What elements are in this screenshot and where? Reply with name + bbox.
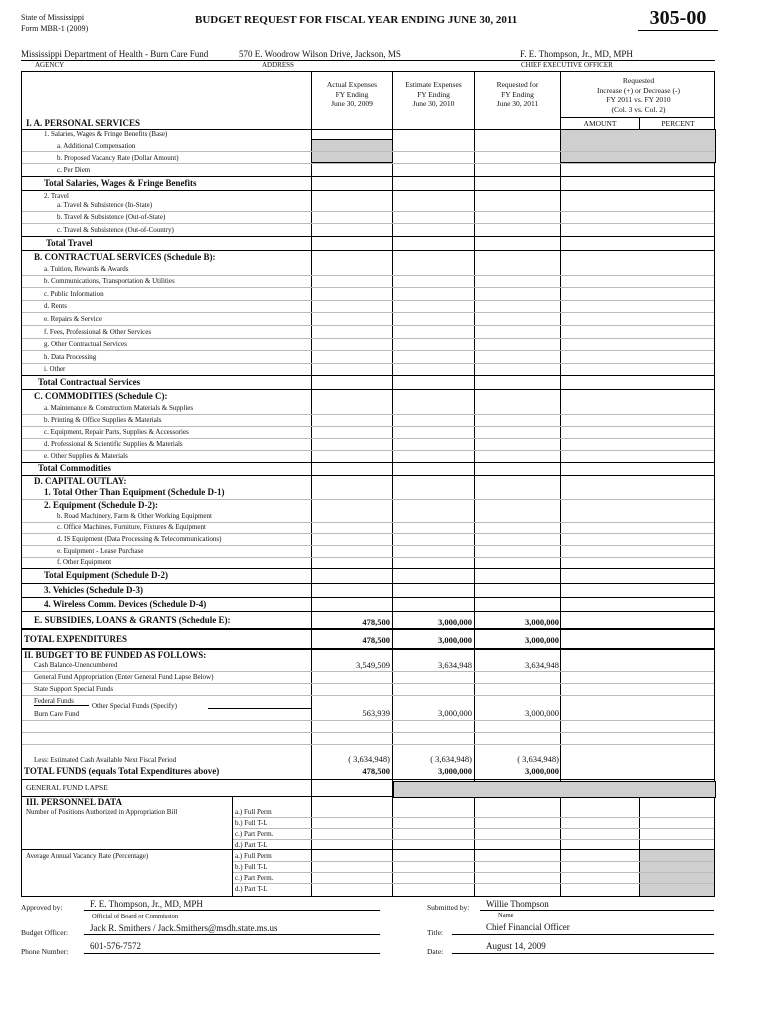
row-rule [22, 545, 714, 546]
agency-address: 570 E. Woodrow Wilson Drive, Jackson, MS [239, 49, 401, 59]
gf-lapse: GENERAL FUND LAPSE [26, 783, 108, 792]
col-change: Requested Increase (+) or Decrease (-) FY 2011 vs. FY 2010 (Col. 3 vs. Col. 2) [597, 76, 680, 114]
row-rule [232, 872, 714, 873]
row-rule [22, 163, 714, 164]
state-label: State of Mississippi [21, 13, 85, 22]
line-travel-in-state: a. Travel & Subsistence (In-State) [57, 201, 153, 209]
line-travel-out-country: c. Travel & Subsistence (Out-of-Country) [57, 226, 174, 234]
line-equipment: 2. Equipment (Schedule D-2): [44, 500, 159, 510]
name-caption: Name [498, 912, 514, 919]
address-caption: ADDRESS [262, 61, 294, 69]
line-positions: Number of Positions Authorized in Appropriation Bill [26, 808, 178, 816]
date-label: Date: [427, 947, 444, 956]
line-burn-care: Burn Care Fund [34, 710, 80, 718]
row-rule [22, 223, 714, 224]
line-travel-out-state: b. Travel & Subsistence (Out-of-State) [57, 213, 166, 221]
row-rule [22, 462, 714, 463]
positions-part-perm: c.) Part Perm. [235, 830, 274, 838]
row-rule [22, 151, 714, 152]
submitted-by-line [480, 910, 714, 911]
shaded-cell [639, 849, 715, 897]
col-amount: AMOUNT [583, 119, 617, 128]
line-state-support: State Support Special Funds [34, 685, 114, 693]
approved-by-label: Approved by: [21, 903, 63, 912]
subsidies-actual: 478,500 [362, 617, 390, 627]
date-value[interactable]: August 14, 2009 [486, 941, 546, 951]
budget-officer-value[interactable]: Jack R. Smithers / Jack.Smithers@msdh.state.ms.us [90, 923, 278, 933]
row-rule [22, 450, 714, 451]
row-rule [22, 414, 714, 415]
subsidies-heading: E. SUBSIDIES, LOANS & GRANTS (Schedule E): [34, 615, 231, 625]
shaded-cell [393, 781, 716, 798]
total-exp-estimate: 3,000,000 [438, 635, 472, 645]
contractual-heading: B. CONTRACTUAL SERVICES (Schedule B): [34, 252, 216, 262]
row-rule [232, 861, 714, 862]
capital-heading: D. CAPITAL OUTLAY: [34, 476, 127, 486]
line-public-info: c. Public Information [44, 290, 104, 298]
col-requested: Requested for FY Ending June 30, 2011 [496, 80, 539, 108]
col-divider [392, 797, 393, 896]
col-divider [560, 72, 561, 796]
total-funds-requested: 3,000,000 [525, 766, 559, 776]
total-commodities: Total Commodities [38, 463, 111, 473]
line-other-supplies: e. Other Supplies & Materials [44, 452, 128, 460]
col-divider [392, 72, 393, 796]
ceo-caption: CHIEF EXECUTIVE OFFICER [521, 61, 613, 69]
row-rule [22, 325, 714, 326]
row-rule [22, 300, 714, 301]
less-cash-estimate: ( 3,634,948) [430, 754, 472, 764]
line-printing: b. Printing & Office Supplies & Materials [44, 416, 162, 424]
line-per-diem: c. Per Diem [57, 166, 91, 174]
form-label: Form MBR-1 (2009) [21, 24, 89, 33]
col-divider [560, 797, 561, 896]
total-equipment: Total Equipment (Schedule D-2) [44, 570, 168, 580]
line-other-than-equipment: 1. Total Other Than Equipment (Schedule D-1) [44, 487, 225, 497]
total-funds: TOTAL FUNDS (equals Total Expenditures above) [24, 766, 220, 776]
line-additional-compensation: a. Additional Compensation [57, 142, 136, 150]
total-expenditures: TOTAL EXPENDITURES [24, 634, 127, 644]
row-rule [22, 389, 714, 390]
row-rule [22, 732, 714, 733]
title-label: Title: [427, 928, 443, 937]
budget-table [21, 71, 715, 797]
row-rule [232, 883, 714, 884]
submitted-by-value[interactable]: Willie Thompson [486, 899, 549, 909]
row-rule [22, 250, 714, 251]
approved-by-value[interactable]: F. E. Thompson, Jr., MD, MPH [90, 899, 203, 909]
row-rule [22, 338, 714, 339]
vacancy-full-tl: b.) Full T-L [235, 863, 268, 871]
cash-requested: 3,634,948 [525, 660, 559, 670]
positions-part-tl: d.) Part T-L [235, 841, 268, 849]
row-rule [22, 557, 714, 558]
subsidies-estimate: 3,000,000 [438, 617, 472, 627]
budget-officer-line [84, 934, 380, 935]
row-rule [22, 426, 714, 427]
row-rule [22, 628, 714, 630]
row-rule [22, 363, 714, 364]
row-rule [22, 236, 714, 237]
row-rule [22, 275, 714, 276]
burn-care-actual: 563,939 [362, 708, 390, 718]
line-repairs: e. Repairs & Service [44, 315, 102, 323]
total-funds-actual: 478,500 [362, 766, 390, 776]
positions-full-tl: b.) Full T-L [235, 819, 268, 827]
vacancy-part-perm: c.) Part Perm. [235, 874, 274, 882]
row-rule [22, 720, 714, 721]
budget-officer-label: Budget Officer: [21, 928, 69, 937]
personnel-heading: III. PERSONNEL DATA [26, 797, 122, 807]
line-gf-appropriation: General Fund Appropriation (Enter General Fund Lapse Below) [34, 673, 214, 681]
line-wireless: 4. Wireless Comm. Devices (Schedule D-4) [44, 599, 207, 609]
total-contractual: Total Contractual Services [38, 377, 141, 387]
date-line [452, 953, 714, 954]
total-funds-estimate: 3,000,000 [438, 766, 472, 776]
burn-care-requested: 3,000,000 [525, 708, 559, 718]
specify-line [34, 705, 89, 706]
row-rule [22, 779, 714, 780]
line-avg-vacancy: Average Annual Vacancy Rate (Percentage) [26, 852, 149, 860]
personal-services-heading: I. A. PERSONAL SERVICES [26, 118, 140, 128]
row-rule [22, 312, 714, 313]
line-rents: d. Rents [44, 302, 67, 310]
col-actual: Actual Expenses FY Ending June 30, 2009 [326, 80, 378, 108]
total-exp-requested: 3,000,000 [525, 635, 559, 645]
line-other-special: Other Special Funds (Specify) [92, 702, 177, 710]
row-rule [22, 597, 714, 598]
phone-value[interactable]: 601-576-7572 [90, 941, 141, 951]
line-vehicles: 3. Vehicles (Schedule D-3) [44, 585, 143, 595]
title-value[interactable]: Chief Financial Officer [486, 922, 570, 932]
line-travel: 2. Travel [44, 192, 69, 200]
subsidies-requested: 3,000,000 [525, 617, 559, 627]
phone-line [84, 953, 380, 954]
cash-estimate: 3,634,948 [438, 660, 472, 670]
submitted-by-label: Submitted by: [427, 903, 470, 912]
line-fees: f. Fees, Professional & Other Services [44, 328, 152, 336]
line-federal-funds: Federal Funds [34, 697, 74, 705]
row-rule [22, 671, 714, 672]
col-divider [311, 797, 312, 896]
row-rule [22, 533, 714, 534]
total-travel: Total Travel [46, 238, 93, 248]
line-other-contractual: g. Other Contractual Services [44, 340, 127, 348]
line-salaries: 1. Salaries, Wages & Fringe Benefits (Base) [44, 130, 168, 138]
row-rule [22, 375, 714, 376]
row-rule [22, 190, 714, 191]
header-rule [560, 117, 714, 118]
col-estimate: Estimate Expenses FY Ending June 30, 2010 [405, 80, 462, 108]
row-rule [22, 176, 714, 177]
total-exp-actual: 478,500 [362, 635, 390, 645]
row-rule [22, 287, 714, 288]
agency-caption: AGENCY [35, 61, 65, 69]
line-professional-supplies: d. Professional & Scientific Supplies & Materials [44, 440, 183, 448]
shaded-cell [560, 129, 716, 163]
line-equipment-repair: c. Equipment, Repair Parts, Supplies & Accessories [44, 428, 189, 436]
line-tuition: a. Tuition, Rewards & Awards [44, 265, 129, 273]
line-office-machines: c. Office Machines, Furniture, Fixtures & Equipment [57, 523, 206, 531]
specify-line [208, 708, 311, 709]
row-rule [22, 744, 714, 745]
phone-label: Phone Number: [21, 947, 69, 956]
row-rule [232, 817, 714, 818]
line-less-cash: Less: Estimated Cash Available Next Fiscal Period [34, 756, 177, 764]
positions-full-perm: a.) Full Perm [235, 808, 272, 816]
row-rule [22, 611, 714, 612]
row-rule [22, 350, 714, 351]
line-communications: b. Communications, Transportation & Utilities [44, 277, 175, 285]
agency-name: Mississippi Department of Health - Burn Care Fund [21, 49, 209, 59]
line-vacancy-rate: b. Proposed Vacancy Rate (Dollar Amount) [57, 154, 179, 162]
total-salaries: Total Salaries, Wages & Fringe Benefits [44, 178, 197, 188]
row-rule [232, 839, 714, 840]
title-line [452, 934, 714, 935]
row-rule [22, 683, 714, 684]
line-lease-purchase: e. Equipment - Lease Purchase [57, 547, 144, 555]
row-rule [22, 583, 714, 584]
line-road-machinery: b. Road Machinery, Farm & Other Working Equipment [57, 512, 212, 520]
funded-heading: II. BUDGET TO BE FUNDED AS FOLLOWS: [24, 650, 207, 660]
col-divider [311, 72, 312, 796]
vacancy-part-tl: d.) Part T-L [235, 885, 268, 893]
col-divider [474, 72, 475, 796]
line-maintenance: a. Maintenance & Construction Materials & Supplies [44, 404, 194, 412]
less-cash-requested: ( 3,634,948) [517, 754, 559, 764]
line-other-equipment: f. Other Equipment [57, 558, 112, 566]
line-is-equipment: d. IS Equipment (Data Processing & Telecommunications) [57, 535, 222, 543]
row-rule [22, 211, 714, 212]
col-divider [474, 797, 475, 896]
form-title: BUDGET REQUEST FOR FISCAL YEAR ENDING JUNE 30, 2011 [195, 14, 518, 26]
personnel-table [21, 797, 715, 897]
row-rule [22, 849, 714, 850]
approved-by-caption: Official of Board or Commission [92, 913, 179, 920]
row-rule [22, 568, 714, 569]
line-cash-balance: Cash Balance-Unencumbered [34, 661, 118, 669]
ceo-name: F. E. Thompson, Jr., MD, MPH [520, 49, 633, 59]
line-other: i. Other [44, 365, 66, 373]
row-rule [22, 695, 714, 696]
row-rule [232, 828, 714, 829]
vacancy-full-perm: a.) Full Perm [235, 852, 272, 860]
col-percent: PERCENT [661, 119, 695, 128]
row-rule [22, 438, 714, 439]
cash-actual: 3,549,509 [356, 660, 390, 670]
col-divider [232, 797, 233, 896]
line-data-processing: h. Data Processing [44, 353, 97, 361]
commodities-heading: C. COMMODITIES (Schedule C): [34, 391, 168, 401]
less-cash-actual: ( 3,634,948) [348, 754, 390, 764]
approved-by-line [84, 910, 380, 911]
form-number: 305-00 [638, 6, 718, 31]
burn-care-estimate: 3,000,000 [438, 708, 472, 718]
